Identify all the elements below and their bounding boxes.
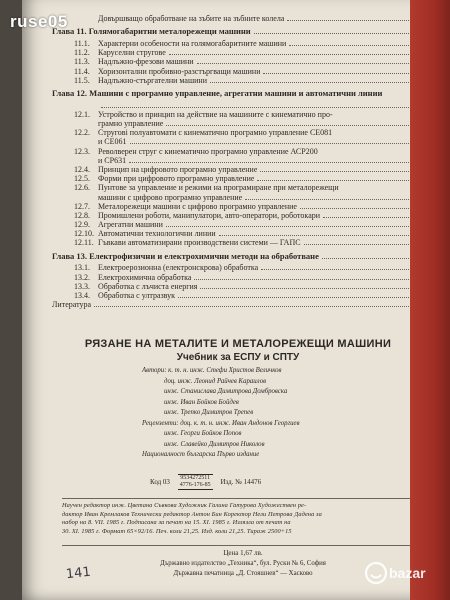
toc-entry-number: 12.8. <box>74 210 90 220</box>
toc-entry <box>52 282 424 291</box>
toc-entry-title: Характерни особености на голямогабаритните машини <box>98 38 287 48</box>
credit-line: Автори: к. т. н. инж. Стефи Христов Величков <box>142 367 282 374</box>
toc-leader-dots <box>197 63 409 64</box>
red-cover-edge <box>410 0 450 600</box>
handwritten-number: 141 <box>65 564 92 583</box>
toc-leader-dots <box>254 33 409 34</box>
toc-entry <box>52 156 424 165</box>
toc-entry-title: Форми при цифровото програмно управление <box>98 174 255 184</box>
toc-entry-number: 13.2. <box>74 272 90 282</box>
toc-entry-number: 13.3. <box>74 281 90 291</box>
toc-chapter <box>52 27 424 37</box>
colophon-line: дактор Иван Кремлаков Технически редактор Антон Бин Коректор Нели Петрова Дадена за <box>62 510 322 518</box>
toc-entry-title: Металорежещи машини с цифрово програмно управление <box>98 201 297 211</box>
toc-entry-number: 12.10. <box>74 229 94 239</box>
toc-entry-title: машини с цифрово програмно управление <box>98 192 243 202</box>
toc-entry-title: Глава 13. Електрофизични и електрохимични методи на обработване <box>52 251 319 261</box>
publisher-line: Държавно издателство „Техника“, бул. Руски № 6, София <box>160 559 326 567</box>
toc-entry <box>52 229 424 238</box>
toc-leader-dots <box>322 258 409 259</box>
toc-entry-number: 12.7. <box>74 201 90 211</box>
toc-entry-number: 12.2. <box>74 128 90 138</box>
credit-line: инж. Славейко Димитров Николов <box>164 440 265 448</box>
toc-leader-dots <box>194 279 409 280</box>
toc-entry-title: Струговi полуавтомати с кинематично програмно управление СЕ081 <box>98 128 333 138</box>
table-of-contents <box>52 14 424 309</box>
toc-entry-number: 13.4. <box>74 290 90 300</box>
toc-entry <box>52 291 424 300</box>
toc-entry-number: 11.2. <box>74 48 90 58</box>
toc-leader-dots <box>200 288 409 289</box>
toc-entry <box>52 300 424 309</box>
toc-entry-title: Надлъжно-стъргателни машини <box>98 75 207 85</box>
toc-entry <box>52 220 424 229</box>
colophon-line: набор на 8. VII. 1985 г. Подписана за печат на 15. XI. 1985 г. Излязла от печат на <box>62 519 291 526</box>
toc-entry-number: 11.3. <box>74 57 90 67</box>
credits-block <box>142 366 402 461</box>
code-label: Код 03 <box>150 477 170 486</box>
toc-entry <box>52 263 424 272</box>
toc-entry-number: 12.1. <box>74 109 90 119</box>
toc-entry-number: 12.6. <box>74 183 90 193</box>
credit-line: инж. Трепко Димитров Трепев <box>164 409 254 417</box>
toc-entry-title: и СР631 <box>98 155 127 165</box>
toc-entry-title: Устройство и принцип на действие на машините с кинематично про- <box>98 109 333 119</box>
toc-entry <box>52 174 424 183</box>
toc-entry <box>52 39 424 48</box>
toc-entry-number: 11.1. <box>74 38 90 48</box>
toc-entry-title: Хоризонтални пробивно-разстъргващи машини <box>98 66 261 76</box>
toc-entry-title: Електроерозионна (електронскрова) обработка <box>98 263 259 273</box>
toc-leader-dots <box>304 244 409 245</box>
toc-leader-dots <box>323 217 409 218</box>
toc-entry <box>52 128 424 137</box>
toc-entry-title: грамно управление <box>98 119 164 129</box>
credit-line: Рецензенти: доц. к. т. н. инж. Иван Андонов Георгиев <box>142 419 300 427</box>
toc-chapter <box>52 89 424 99</box>
divider <box>62 545 424 546</box>
edition-line: Националност българска Първо издание <box>142 451 260 459</box>
divider <box>62 498 424 499</box>
toc-leader-dots <box>210 82 409 83</box>
colophon <box>62 502 424 536</box>
credit-line: инж. Георги Бойков Попов <box>164 430 242 438</box>
book-page <box>22 0 450 600</box>
toc-entry <box>52 147 424 156</box>
code-box-bottom: 4776-176-85 <box>179 482 211 489</box>
toc-leader-dots <box>129 162 409 163</box>
toc-entry <box>52 101 424 110</box>
toc-entry <box>52 48 424 57</box>
toc-entry-number: 12.9. <box>74 220 90 230</box>
watermark-username: ruse05 <box>10 12 68 31</box>
toc-leader-dots <box>169 54 409 55</box>
book-title: РЯЗАНЕ НА МЕТАЛИТЕ И МЕТАЛОРЕЖЕЩИ МАШИНИ <box>84 338 392 350</box>
toc-entry-number: 12.11. <box>74 238 94 248</box>
colophon-line: Научен редактор инж. Цветана Съвкова Художник Галина Гатурова Художествен ре- <box>62 502 307 509</box>
toc-leader-dots <box>287 20 409 21</box>
toc-entry-title: Агрегатни машини <box>98 220 163 230</box>
toc-leader-dots <box>261 269 409 270</box>
toc-entry <box>52 202 424 211</box>
toc-entry-title: Промишлени роботи, манипулатори, авто-оператори, роботокари <box>98 210 321 220</box>
toc-leader-dots <box>94 306 409 307</box>
toc-entry-title: Револверен струг с кинематично програмно управление АСР200 <box>98 146 318 156</box>
toc-entry-title: Електрохимична обработка <box>98 272 192 282</box>
toc-entry <box>52 183 424 192</box>
toc-entry <box>52 273 424 282</box>
credit-line: инж. Иван Бойков Бойдев <box>164 398 239 406</box>
toc-entry-title: Глава 11. Голямогабаритни металорежещи машини <box>52 27 251 37</box>
code-box-top: 9534272511 <box>180 475 211 481</box>
toc-entry-title: Принцип на цифровото програмно управление <box>98 164 258 174</box>
toc-entry-number: 12.5. <box>74 174 90 184</box>
toc-entry-number: 11.4. <box>74 66 90 76</box>
toc-entry-number: 12.3. <box>74 146 90 156</box>
toc-leader-dots <box>260 171 409 172</box>
toc-leader-dots <box>257 180 409 181</box>
toc-leader-dots <box>219 235 409 236</box>
toc-leader-dots <box>289 45 409 46</box>
toc-entry <box>52 165 424 174</box>
toc-entry-title: Надлъжно-фрезови машини <box>98 57 194 67</box>
bazar-logo-icon <box>364 560 444 586</box>
toc-entry-title: Довършващо обработване на зъбите на зъбните колела <box>98 14 285 23</box>
toc-entry <box>52 119 424 128</box>
toc-entry-title: Пунтове за управление и режими на програмиране при металорежещи <box>98 183 339 193</box>
toc-entry-title: и СЕ061 <box>98 137 127 147</box>
logo-text: bazar <box>389 565 426 581</box>
colophon-line: 30. XI. 1985 г. Формат 65×92/16. Печ. коли 21,25. Изд. коли 21,25. Тираж 2500+15 <box>62 527 292 535</box>
toc-leader-dots <box>263 73 409 74</box>
toc-entry-title: Обработка с ултразвук <box>98 290 176 300</box>
price: Цена 1,67 лв. <box>223 549 263 557</box>
toc-entry-title: Гъвкави автоматизирани производствени системи — ГАПС <box>98 238 301 248</box>
toc-entry <box>52 67 424 76</box>
toc-leader-dots <box>130 143 409 144</box>
toc-entry <box>52 14 424 23</box>
toc-entry <box>52 110 424 119</box>
code-box <box>178 474 213 490</box>
toc-leader-dots <box>101 107 409 108</box>
toc-entry-title: Автоматични технологични линии <box>98 229 216 239</box>
toc-entry-title: Литература <box>52 300 92 310</box>
toc-entry <box>52 193 424 202</box>
toc-entry <box>52 137 424 146</box>
toc-entry <box>52 76 424 85</box>
credit-line: доц. инж. Леонид Райчев Караилов <box>164 377 267 385</box>
edition-number: Изд. № 14476 <box>220 477 262 486</box>
toc-entry-number: 11.5. <box>74 75 90 85</box>
toc-entry <box>52 211 424 220</box>
toc-entry-title: Глава 12. Машини с програмно управление, агрегатни машини и автоматични линии <box>52 88 383 98</box>
toc-entry <box>52 238 424 247</box>
toc-entry-title: Обработка с лъчиста енергия <box>98 281 198 291</box>
toc-leader-dots <box>166 125 409 126</box>
printer-line: Държавна печатница „Д. Стояшнев“ — Хасково <box>173 569 313 577</box>
toc-leader-dots <box>245 199 409 200</box>
toc-entry-number: 13.1. <box>74 263 90 273</box>
book-title-block <box>46 338 430 363</box>
toc-entry-title: Каруселни стругове <box>98 48 166 58</box>
toc-chapter <box>52 252 424 262</box>
catalog-codes <box>150 474 261 490</box>
toc-entry-number: 12.4. <box>74 164 90 174</box>
toc-leader-dots <box>300 208 409 209</box>
book-subtitle: Учебник за ЕСПУ и СПТУ <box>176 352 300 363</box>
toc-leader-dots <box>178 297 409 298</box>
toc-entry <box>52 57 424 66</box>
toc-leader-dots <box>166 226 409 227</box>
credit-line: инж. Станислава Димитрова Домбровска <box>164 388 288 396</box>
